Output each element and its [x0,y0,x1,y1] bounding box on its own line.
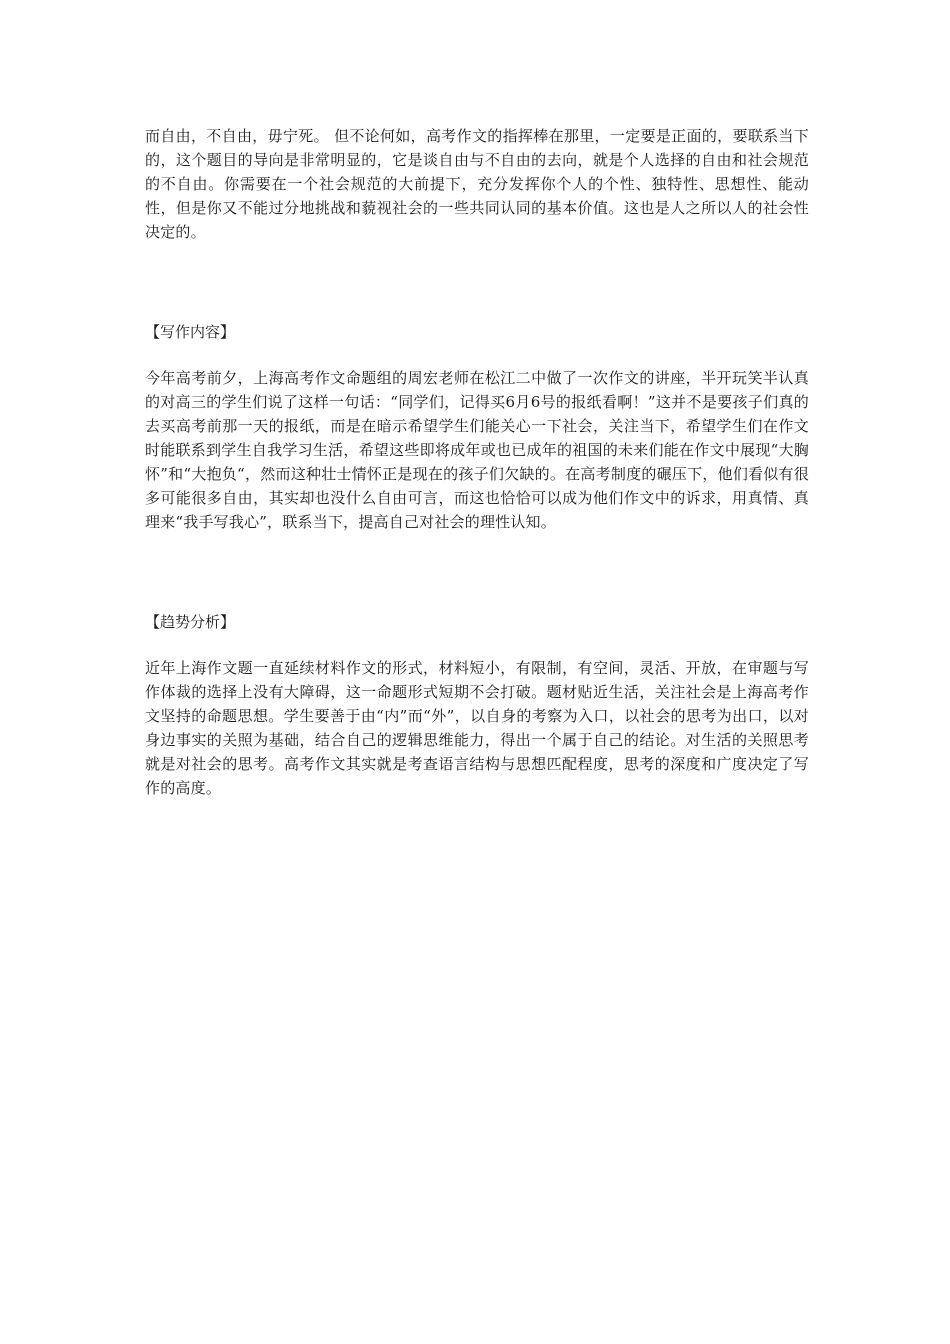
document-page [145,124,809,800]
heading-trend-analysis: 【趋势分析】 [145,613,236,631]
paragraph-writing-content: 今年高考前夕，上海高考作文命题组的周宏老师在松江二中做了一次作文的讲座，半开玩笑半认真的对高三的学生们说了这样一句话：“同学们，记得买6月6号的报纸看啊！”这并不是要孩子们真的去买高考前那一天的报纸，而是在暗示希望学生们能关心一下社会，关注当下，希望学生们在作文时能联系到学生自我学习生活，希望这些即将成年或也已成年的祖国的未来们能在作文中展现“大胸怀”和“大抱负“，然而这种壮士情怀正是现在的孩子们欠缺的。在高考制度的碾压下，他们看似有很多可能很多自由，其实却也没什么自由可言，而这也恰恰可以成为他们作文中的诉求，用真情、真理来“我手写我心”，联系当下，提高自己对社会的理性认知。 [145,369,809,531]
paragraph-freedom-analysis: 而自由，不自由，毋宁死。 但不论何如，高考作文的指挥棒在那里，一定要是正面的，要联系当下的，这个题目的导向是非常明显的，它是谈自由与不自由的去向，就是个人选择的自由和社会规范的不自由。你需要在一个社会规范的大前提下，充分发挥你个人的个性、独特性、思想性、能动性，但是你又不能过分地挑战和藐视社会的一些共同认同的基本价值。这也是人之所以人的社会性决定的。 [145,127,809,241]
heading-writing-content: 【写作内容】 [145,323,236,341]
paragraph-trend-analysis: 近年上海作文题一直延续材料作文的形式，材料短小，有限制，有空间，灵活、开放，在审题与写作体裁的选择上没有大障碍，这一命题形式短期不会打破。题材贴近生活，关注社会是上海高考作文坚持的命题思想。学生要善于由“内”而“外”，以自身的考察为入口，以社会的思考为出口，以对身边事实的关照为基础，结合自己的逻辑思维能力，得出一个属于自己的结论。对生活的关照思考就是对社会的思考。高考作文其实就是考查语言结构与思想匹配程度，思考的深度和广度决定了写作的高度。 [145,659,809,797]
